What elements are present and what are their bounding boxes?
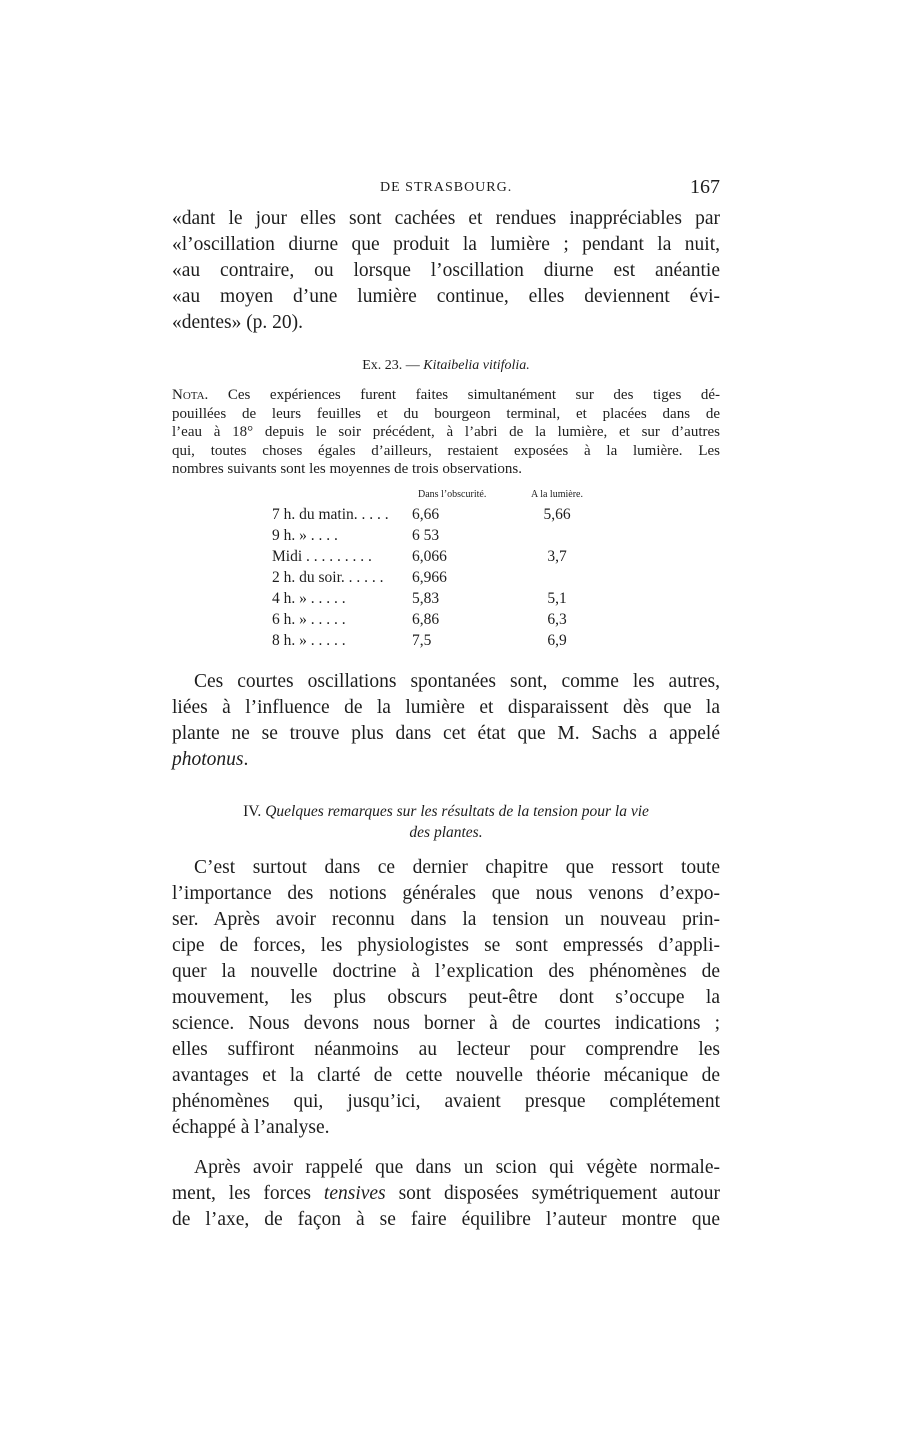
text-line: de l’axe, de façon à se faire équilibre l’auteur montre que: [172, 1208, 720, 1230]
text-line: science. Nous devons nous borner à de courtes indications ;: [172, 1012, 720, 1034]
text-line: l’eau à 18° depuis le soir précédent, à l’abri de la lumière, et sur d’autres: [172, 424, 720, 440]
text-line: pouillées de leurs feuilles et du bourgeon terminal, et placées dans de: [172, 405, 720, 422]
dark-value-cell: 6,66: [412, 505, 440, 523]
running-title: DE STRASBOURG.: [380, 180, 513, 195]
text-line: «dentes» (p. 20).: [172, 312, 304, 333]
section-number: IV.: [243, 802, 262, 820]
text-line: «au contraire, ou lorsque l’oscillation diurne est anéantie: [172, 260, 720, 281]
italic-term: tensives: [323, 1182, 386, 1204]
text-line: mouvement, les plus obscurs peut-être dont s’occupe la: [172, 986, 720, 1008]
table-header-row: [272, 489, 592, 504]
dark-value-cell: 6,86: [412, 610, 440, 628]
text-line: qui, toutes choses égales d’ailleurs, restaient exposées à la lumière. Les: [172, 442, 720, 459]
time-cell: 2 h. du soir. . . . . .: [272, 568, 384, 586]
section-heading: [172, 801, 720, 843]
text-line: Nota. Ces expériences furent faites simultanément sur des tiges dé-: [172, 387, 721, 403]
text-line: quer la nouvelle doctrine à l’explication des phénomènes de: [172, 960, 720, 982]
light-value-cell: 5,1: [547, 589, 567, 607]
light-value-cell: [522, 525, 592, 546]
light-value-cell: 3,7: [547, 547, 567, 565]
text-line: elles suffiront néanmoins au lecteur pour comprendre les: [172, 1038, 720, 1060]
page-number: 167: [690, 176, 720, 198]
dark-value-cell: 6 53: [412, 526, 440, 544]
measurements-table: [272, 489, 592, 651]
example-species: Kitaibelia vitifolia.: [423, 358, 530, 373]
dark-value-cell: 6,966: [412, 568, 447, 586]
example-title: [172, 358, 720, 374]
text-line: ment, les forces tensives sont disposées symétriquement autour: [172, 1182, 721, 1204]
light-value-cell: 5,66: [543, 505, 571, 523]
time-cell: Midi . . . . . . . . .: [272, 547, 372, 565]
text-line: liées à l’influence de la lumière et disparaissent dès que la: [172, 696, 720, 718]
section-title-continued: des plantes.: [409, 823, 483, 841]
text-line: l’importance des notions générales que nous venons d’expo-: [172, 882, 720, 904]
text-line: plante ne se trouve plus dans cet état que M. Sachs a appelé: [172, 722, 720, 744]
note-label: Nota.: [172, 387, 209, 403]
time-cell: 6 h. » . . . . .: [272, 610, 346, 628]
text-line: échappé à l’analyse.: [172, 1116, 330, 1138]
section-title: Quelques remarques sur les résultats de la tension pour la vie: [265, 802, 649, 820]
text-line: photonus.: [172, 748, 249, 770]
text-line: phénomènes qui, jusqu’ici, avaient presque complétement: [172, 1090, 720, 1112]
table-row: [272, 630, 592, 651]
time-cell: 7 h. du matin. . . . .: [272, 505, 389, 523]
text-line: «l’oscillation diurne que produit la lumière ; pendant la nuit,: [172, 234, 720, 255]
text-line: «au moyen d’une lumière continue, elles deviennent évi-: [172, 286, 720, 307]
body-paragraph-1: [172, 669, 720, 773]
dark-value-cell: 6,066: [412, 547, 447, 565]
text-line: Après avoir rappelé que dans un scion qui végète normale-: [194, 1156, 720, 1178]
table-row: [272, 546, 592, 567]
dark-value-cell: 7,5: [412, 631, 432, 649]
table-row: [272, 609, 592, 630]
italic-term: photonus: [172, 748, 244, 770]
light-value-cell: 6,3: [547, 610, 567, 628]
text-line: Ces courtes oscillations spontanées sont, comme les autres,: [194, 670, 720, 692]
dark-value-cell: 5,83: [412, 589, 440, 607]
table-row: [272, 567, 592, 588]
text-line: cipe de forces, les physiologistes se sont empressés d’appli-: [172, 934, 720, 956]
text-line: «dant le jour elles sont cachées et rendues inappréciables par: [172, 208, 720, 229]
table-header: Dans l’obscurité.: [418, 488, 487, 500]
text-line: C’est surtout dans ce dernier chapitre que ressort toute: [194, 856, 720, 878]
note-paragraph: [172, 386, 720, 479]
light-value-cell: 6,9: [547, 631, 567, 649]
text-line: ser. Après avoir reconnu dans la tension un nouveau prin-: [172, 908, 720, 930]
table-row: [272, 504, 592, 525]
table-row: [272, 525, 592, 546]
page-header: [172, 176, 720, 206]
body-paragraph-2: [172, 855, 720, 1141]
time-cell: 4 h. » . . . . .: [272, 589, 346, 607]
example-label: Ex. 23. —: [362, 358, 420, 373]
table-header: A la lumière.: [531, 488, 583, 500]
table-row: [272, 588, 592, 609]
time-cell: 8 h. » . . . . .: [272, 631, 346, 649]
body-paragraph-3: [172, 1155, 720, 1233]
text-line: nombres suivants sont les moyennes de trois observations.: [172, 461, 522, 477]
light-value-cell: [522, 567, 592, 588]
table-header: [272, 489, 412, 504]
text-line: avantages et la clarté de cette nouvelle théorie mécanique de: [172, 1064, 720, 1086]
time-cell: 9 h. » . . . .: [272, 526, 338, 544]
quote-paragraph: [172, 206, 720, 336]
document-page: [172, 176, 720, 1233]
